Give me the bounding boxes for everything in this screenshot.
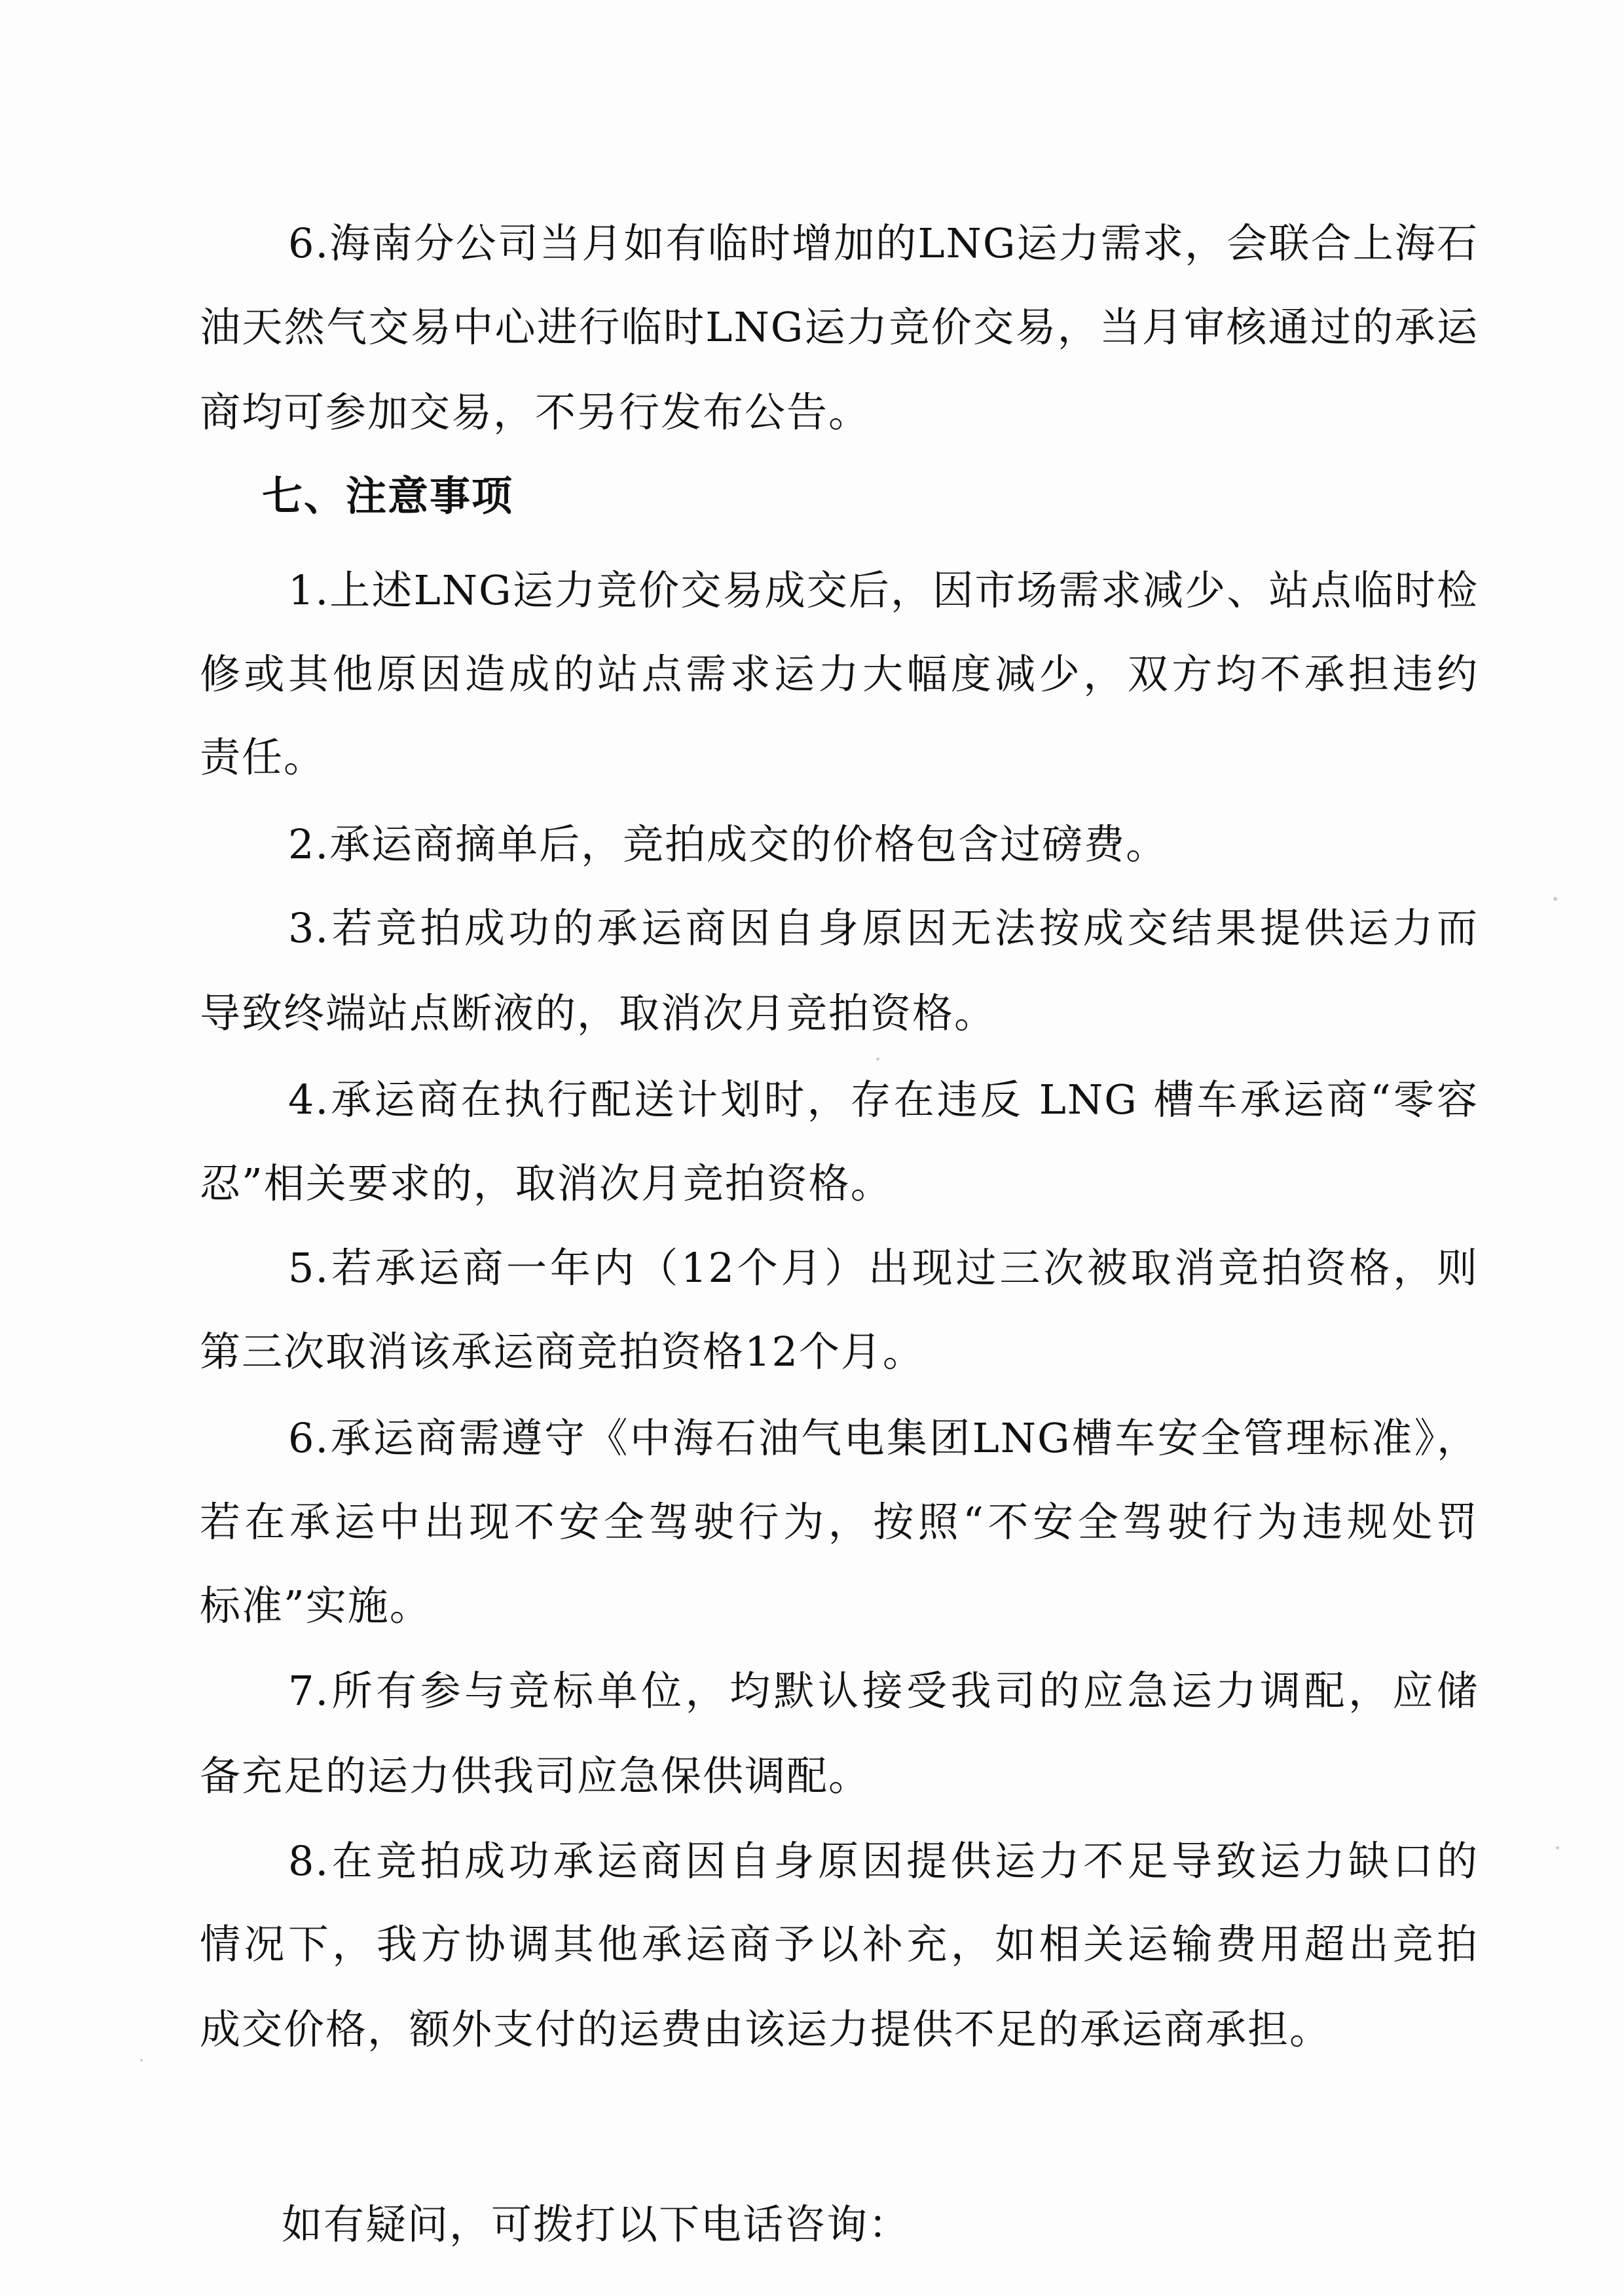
item-1-line-2: 修或其他原因造成的站点需求运力大幅度减少，双方均不承担违约 bbox=[200, 650, 1479, 698]
item-4-line-1: 4.承运商在执行配送计划时，存在违反 LNG 槽车承运商“零容 bbox=[288, 1076, 1479, 1123]
item-8-line-3: 成交价格，额外支付的运费由该运力提供不足的承运商承担。 bbox=[200, 2005, 1332, 2053]
item-8-line-1: 8.在竞拍成功承运商因自身原因提供运力不足导致运力缺口的 bbox=[288, 1837, 1479, 1885]
paragraph-6-line-3: 商均可参加交易，不另行发布公告。 bbox=[200, 388, 871, 436]
section-heading: 七、注意事项 bbox=[262, 472, 514, 520]
item-6-line-2: 若在承运中出现不安全驾驶行为，按照“不安全驾驶行为违规处罚 bbox=[200, 1498, 1479, 1546]
item-1-line-3: 责任。 bbox=[200, 733, 326, 781]
paragraph-6-line-2: 油天然气交易中心进行临时LNG运力竞价交易，当月审核通过的承运 bbox=[200, 303, 1479, 351]
item-5-line-1: 5.若承运商一年内（12个月）出现过三次被取消竞拍资格，则 bbox=[288, 1244, 1479, 1292]
item-8-line-2: 情况下，我方协调其他承运商予以补充，如相关运输费用超出竞拍 bbox=[200, 1920, 1479, 1968]
item-6-line-3: 标准”实施。 bbox=[200, 1582, 432, 1630]
item-7-line-2: 备充足的运力供我司应急保供调配。 bbox=[200, 1752, 871, 1800]
item-4-line-2: 忍”相关要求的，取消次月竞拍资格。 bbox=[200, 1159, 893, 1207]
paragraph-6-line-1: 6.海南分公司当月如有临时增加的LNG运力需求，会联合上海石 bbox=[288, 219, 1479, 267]
item-5-line-2: 第三次取消该承运商竞拍资格12个月。 bbox=[200, 1328, 925, 1376]
scan-speck bbox=[140, 2059, 143, 2062]
scan-speck bbox=[1556, 1846, 1559, 1850]
item-6-line-1: 6.承运商需遵守《中海石油气电集团LNG槽车安全管理标准》， bbox=[288, 1414, 1479, 1462]
item-2: 2.承运商摘单后，竞拍成交的价格包含过磅费。 bbox=[288, 820, 1168, 868]
item-1-line-1: 1.上述LNG运力竞价交易成交后，因市场需求减少、站点临时检 bbox=[288, 566, 1479, 614]
contact-line: 如有疑问，可拨打以下电话咨询： bbox=[282, 2200, 911, 2248]
item-7-line-1: 7.所有参与竞标单位，均默认接受我司的应急运力调配，应储 bbox=[288, 1667, 1479, 1715]
item-3-line-1: 3.若竞拍成功的承运商因自身原因无法按成交结果提供运力而 bbox=[288, 904, 1479, 952]
item-3-line-2: 导致终端站点断液的，取消次月竞拍资格。 bbox=[200, 989, 997, 1037]
scan-speck bbox=[876, 1057, 879, 1061]
scan-speck bbox=[1553, 897, 1557, 901]
